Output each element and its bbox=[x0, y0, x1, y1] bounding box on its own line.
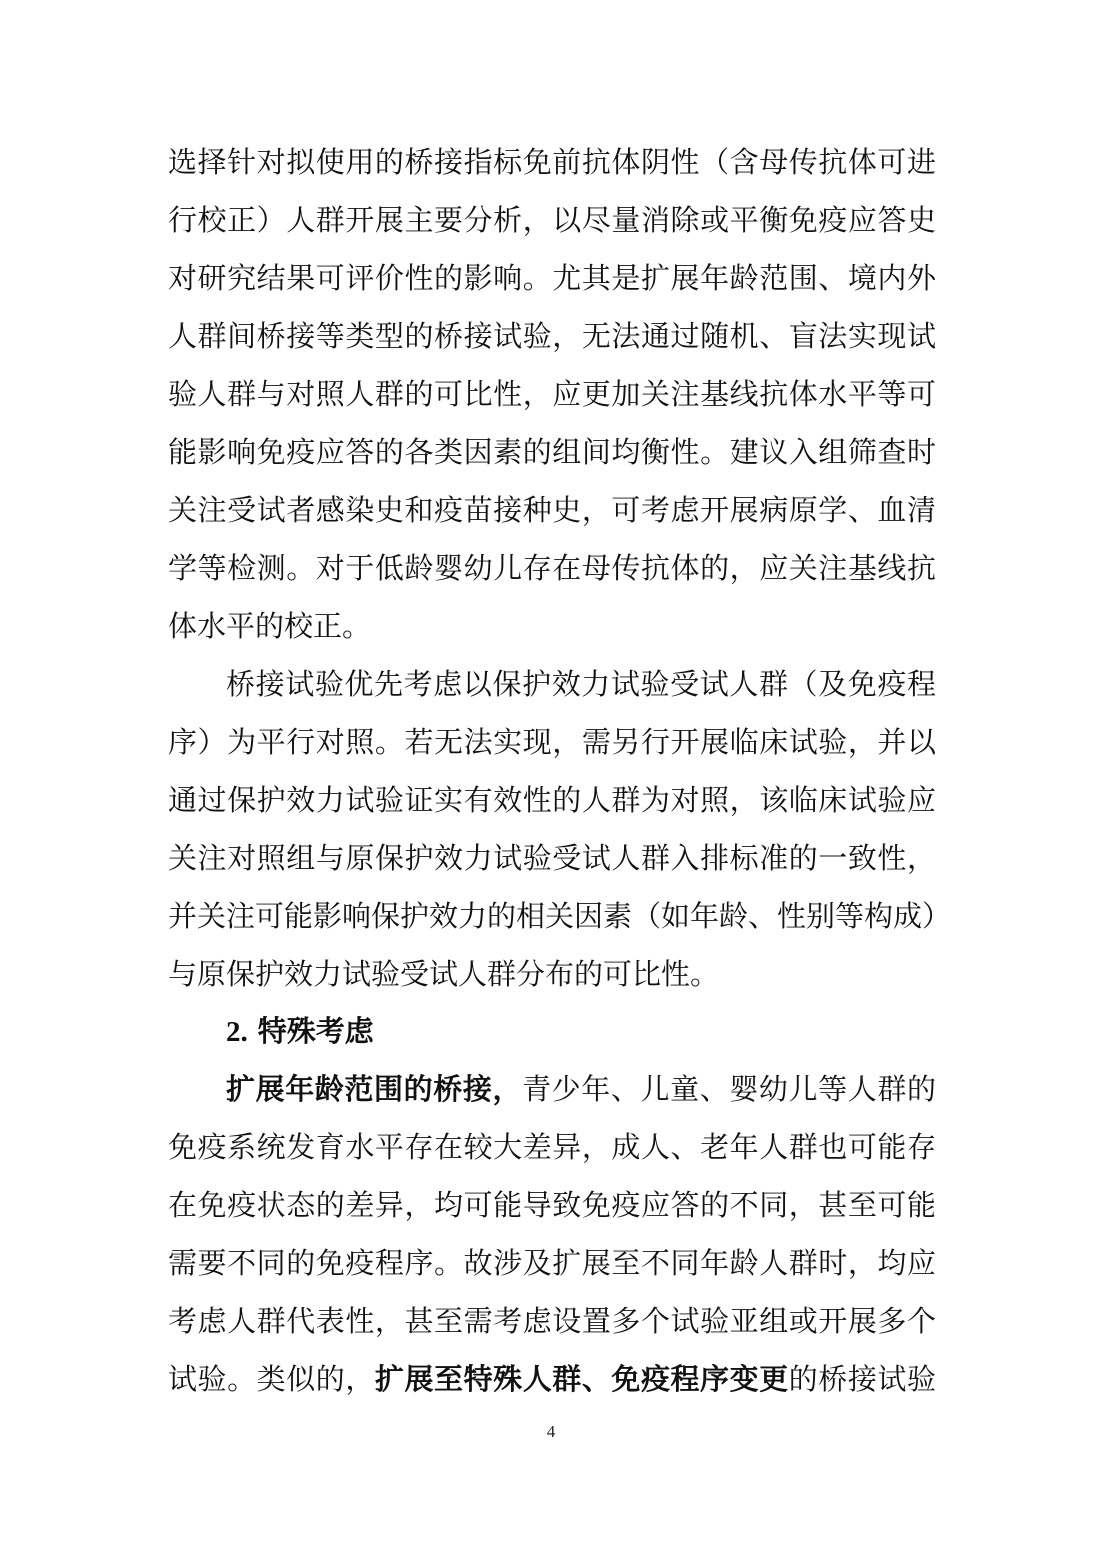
paragraph-text: 的桥接试验 bbox=[788, 1362, 936, 1396]
paragraph-line: 对研究结果可评价性的影响。尤其是扩展年龄范围、境内外 bbox=[168, 261, 936, 295]
paragraph-line: 关注对照组与原保护效力试验受试人群入排标准的一致性， bbox=[168, 841, 936, 875]
paragraph-line: 行校正）人群开展主要分析，以尽量消除或平衡免疫应答史 bbox=[168, 203, 936, 237]
paragraph-line: 免疫系统发育水平存在较大差异，成人、老年人群也可能存 bbox=[168, 1130, 936, 1164]
paragraph-text: 试验。类似的， bbox=[168, 1362, 375, 1396]
paragraph-line bbox=[226, 1060, 936, 1118]
paragraph-line: 能影响免疫应答的各类因素的组间均衡性。建议入组筛查时 bbox=[168, 435, 936, 469]
paragraph-text: 青少年、儿童、婴幼儿等人群的 bbox=[522, 1072, 936, 1106]
paragraph-line: 考虑人群代表性，甚至需考虑设置多个试验亚组或开展多个 bbox=[168, 1304, 936, 1338]
paragraph-line: 通过保护效力试验证实有效性的人群为对照，该临床试验应 bbox=[168, 783, 936, 817]
paragraph-line: 与原保护效力试验受试人群分布的可比性。 bbox=[168, 957, 720, 991]
page-number: 4 bbox=[546, 1422, 556, 1441]
bold-term: 扩展至特殊人群、免疫程序变更 bbox=[374, 1362, 789, 1396]
bold-term: 扩展年龄范围的桥接， bbox=[226, 1072, 523, 1106]
paragraph-line: 关注受试者感染史和疫苗接种史，可考虑开展病原学、血清 bbox=[168, 493, 936, 527]
paragraph-line: 人群间桥接等类型的桥接试验，无法通过随机、盲法实现试 bbox=[168, 319, 936, 353]
paragraph-line: 体水平的校正。 bbox=[168, 609, 372, 643]
paragraph-line: 选择针对拟使用的桥接指标免前抗体阴性（含母传抗体可进 bbox=[168, 145, 936, 179]
paragraph-line: 需要不同的免疫程序。故涉及扩展至不同年龄人群时，均应 bbox=[168, 1246, 936, 1280]
paragraph-line: 并关注可能影响保护效力的相关因素（如年龄、性别等构成） bbox=[168, 899, 952, 933]
paragraph-line: 桥接试验优先考虑以保护效力试验受试人群（及免疫程 bbox=[226, 667, 936, 701]
section-number: 2. bbox=[226, 1016, 248, 1048]
paragraph-line bbox=[168, 1350, 936, 1408]
section-title: 特殊考虑 bbox=[257, 1014, 374, 1048]
section-heading bbox=[226, 1002, 374, 1060]
paragraph-line: 学等检测。对于低龄婴幼儿存在母传抗体的，应关注基线抗 bbox=[168, 551, 936, 585]
paragraph-line: 验人群与对照人群的可比性，应更加关注基线抗体水平等可 bbox=[168, 377, 936, 411]
paragraph-line: 在免疫状态的差异，均可能导致免疫应答的不同，甚至可能 bbox=[168, 1188, 936, 1222]
paragraph-line: 序）为平行对照。若无法实现，需另行开展临床试验，并以 bbox=[168, 725, 936, 759]
